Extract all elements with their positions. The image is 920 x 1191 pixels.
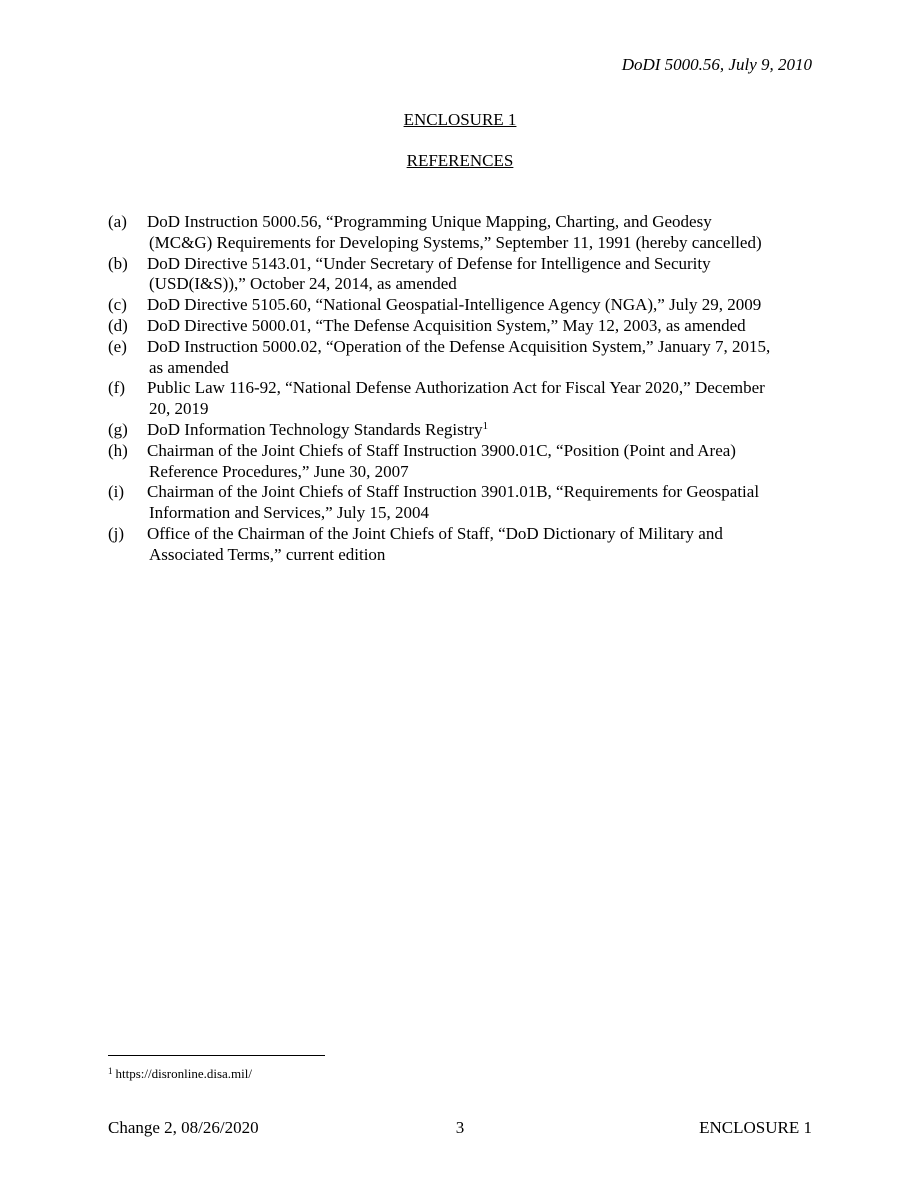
running-header: DoDI 5000.56, July 9, 2010: [621, 55, 812, 74]
reference-text: [147, 295, 828, 316]
enclosure-heading: ENCLOSURE 1: [403, 110, 517, 129]
reference-item: [108, 316, 828, 337]
reference-line: Chairman of the Joint Chiefs of Staff Instruction 3900.01C, “Position (Point and Area): [147, 440, 736, 460]
reference-letter: (b): [108, 253, 128, 273]
reference-letter: (h): [108, 440, 128, 460]
reference-line-continued: Reference Procedures,” June 30, 2007: [149, 461, 409, 481]
reference-line-continued: Associated Terms,” current edition: [149, 544, 386, 564]
reference-line: Office of the Chairman of the Joint Chiefs of Staff, “DoD Dictionary of Military and: [147, 523, 723, 543]
reference-line: DoD Directive 5105.60, “National Geospatial-Intelligence Agency (NGA),” July 29, 2009: [147, 295, 762, 315]
footnote-number: 1: [108, 1066, 113, 1076]
reference-text: [147, 316, 828, 337]
reference-line-continued: 20, 2019: [149, 399, 209, 419]
reference-item: [108, 420, 828, 441]
reference-line: Public Law 116-92, “National Defense Authorization Act for Fiscal Year 2020,” December: [147, 378, 765, 398]
reference-item: [108, 482, 828, 524]
footer-change-date: Change 2, 08/26/2020: [108, 1118, 259, 1137]
reference-line: DoD Directive 5143.01, “Under Secretary of Defense for Intelligence and Security: [147, 253, 711, 273]
reference-item: [108, 295, 828, 316]
section-heading: REFERENCES: [406, 151, 514, 170]
reference-line: DoD Directive 5000.01, “The Defense Acquisition System,” May 12, 2003, as amended: [147, 315, 746, 335]
reference-text: [147, 378, 828, 420]
footer-page-number: 3: [455, 1118, 465, 1137]
footnote-marker: 1: [482, 419, 489, 432]
reference-line-continued: as amended: [149, 357, 229, 377]
reference-item: [108, 337, 828, 379]
reference-letter: (g): [108, 419, 128, 439]
reference-line-continued: Information and Services,” July 15, 2004: [149, 503, 429, 523]
footnote: [108, 1066, 252, 1082]
reference-line-continued: (MC&G) Requirements for Developing Systems,” September 11, 1991 (hereby cancelled): [149, 232, 762, 252]
reference-letter: (i): [108, 482, 125, 502]
reference-line: DoD Instruction 5000.02, “Operation of the Defense Acquisition System,” January 7, 2015,: [147, 336, 771, 356]
reference-text: [147, 337, 828, 379]
reference-line: DoD Instruction 5000.56, “Programming Unique Mapping, Charting, and Geodesy: [147, 212, 712, 231]
reference-line: Chairman of the Joint Chiefs of Staff Instruction 3901.01B, “Requirements for Geospatial: [147, 482, 760, 502]
reference-text: [147, 420, 828, 441]
reference-text: [147, 441, 828, 483]
reference-text: [147, 482, 828, 524]
footnote-divider: [108, 1055, 325, 1056]
reference-item: [108, 524, 828, 566]
reference-text: [147, 212, 828, 254]
reference-letter: (a): [108, 212, 127, 231]
reference-line: DoD Information Technology Standards Registry: [147, 419, 483, 439]
reference-letter: (d): [108, 315, 128, 335]
reference-list: [108, 212, 828, 566]
reference-item: [108, 212, 828, 254]
reference-text: [147, 524, 828, 566]
reference-letter: (j): [108, 523, 125, 543]
reference-text: [147, 254, 828, 296]
reference-letter: (e): [108, 336, 127, 356]
footnote-link[interactable]: https://disronline.disa.mil/: [115, 1066, 252, 1081]
reference-letter: (f): [108, 378, 125, 398]
reference-letter: (c): [108, 295, 127, 315]
reference-item: [108, 378, 828, 420]
footer-enclosure: ENCLOSURE 1: [699, 1118, 812, 1137]
reference-item: [108, 254, 828, 296]
reference-line-continued: (USD(I&S)),” October 24, 2014, as amended: [149, 274, 457, 294]
reference-item: [108, 441, 828, 483]
